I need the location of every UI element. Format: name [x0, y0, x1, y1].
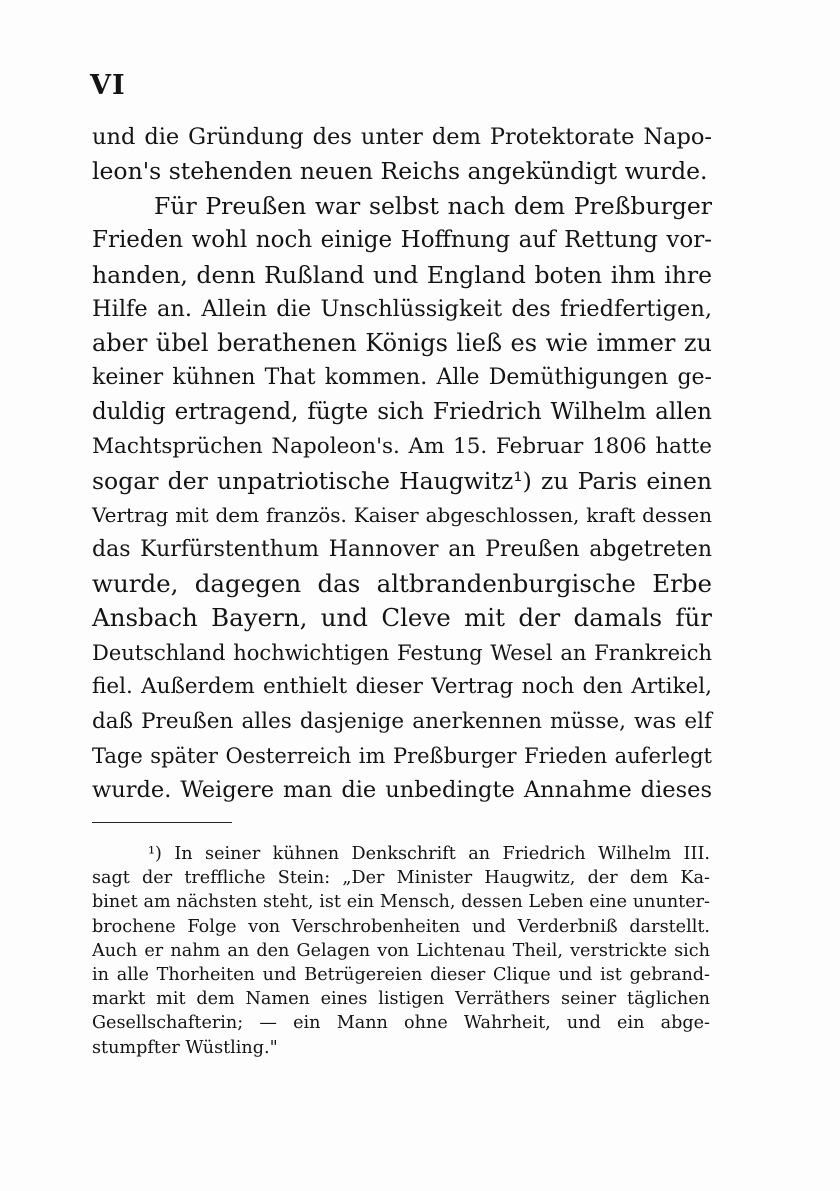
footnote-line: brochene Folge von Verschrobenheiten und Verderbniß darstellt.: [92, 916, 710, 937]
footnote-line: markt mit dem Namen eines listigen Verräthers seiner täglichen: [92, 989, 710, 1010]
text-line: wurde, dagegen das altbrandenburgische Erbe: [92, 569, 712, 599]
text-line: und die Gründung des unter dem Protektorate Napo-: [92, 124, 712, 150]
text-line: leon's stehenden neuen Reichs angekündigt wurde.: [92, 157, 708, 186]
text-line: keiner kühnen That kommen. Alle Demüthigungen ge-: [92, 364, 712, 390]
page-number: VI: [90, 70, 126, 101]
footnote-line: Auch er nahm an den Gelagen von Lichtenau Theil, verstrickte sich: [92, 940, 710, 961]
footnote-line: ¹) In seiner kühnen Denkschrift an Friedrich Wilhelm III.: [148, 844, 710, 864]
footnote-line: in alle Thorheiten und Betrügereien dieser Clique und ist gebrand-: [92, 964, 710, 985]
text-line: Tage später Oesterreich im Preßburger Frieden auferlegt: [92, 744, 712, 769]
text-line: aber übel berathenen Königs ließ es wie immer zu: [92, 329, 712, 358]
text-line: Vertrag mit dem französ. Kaiser abgeschlossen, kraft dessen: [92, 503, 712, 528]
footnote-line: stumpfter Wüstling.": [92, 1037, 278, 1058]
text-line: handen, denn Rußland und England boten ihm ihre: [92, 260, 712, 289]
text-line: duldig ertragend, fügte sich Friedrich Wilhelm allen: [92, 399, 712, 426]
footnotes: [92, 842, 710, 1060]
text-line: Deutschland hochwichtigen Festung Wesel an Frankreich: [92, 640, 712, 665]
text-line: fiel. Außerdem enthielt dieser Vertrag noch den Artikel,: [92, 674, 712, 700]
footnote-line: Gesellschafterin; — ein Mann ohne Wahrheit, und ein abge-: [92, 1013, 710, 1034]
text-line: sogar der unpatriotische Haugwitz¹) zu Paris einen: [92, 466, 712, 495]
text-line: das Kurfürstenthum Hannover an Preußen abgetreten: [92, 536, 712, 562]
text-line: daß Preußen alles dasjenige anerkennen müsse, was elf: [92, 708, 712, 734]
footnote-divider: [92, 822, 232, 823]
text-line: Frieden wohl noch einige Hoffnung auf Rettung vor-: [92, 227, 712, 254]
body-text: [92, 120, 712, 808]
text-line: Ansbach Bayern, und Cleve mit der damals für: [92, 603, 712, 633]
footnote-line: sagt der treffliche Stein: „Der Minister Haugwitz, der dem Ka-: [92, 868, 710, 889]
text-line: Machtsprüchen Napoleon's. Am 15. Februar 1806 hatte: [92, 433, 712, 459]
text-line: wurde. Weigere man die unbedingte Annahme dieses: [92, 777, 712, 804]
footnote-line: binet am nächsten steht, ist ein Mensch, dessen Leben eine ununter-: [92, 892, 710, 913]
text-line: Hilfe an. Allein die Unschlüssigkeit des friedfertigen,: [92, 295, 712, 322]
text-line: Für Preußen war selbst nach dem Preßburger: [154, 191, 712, 220]
